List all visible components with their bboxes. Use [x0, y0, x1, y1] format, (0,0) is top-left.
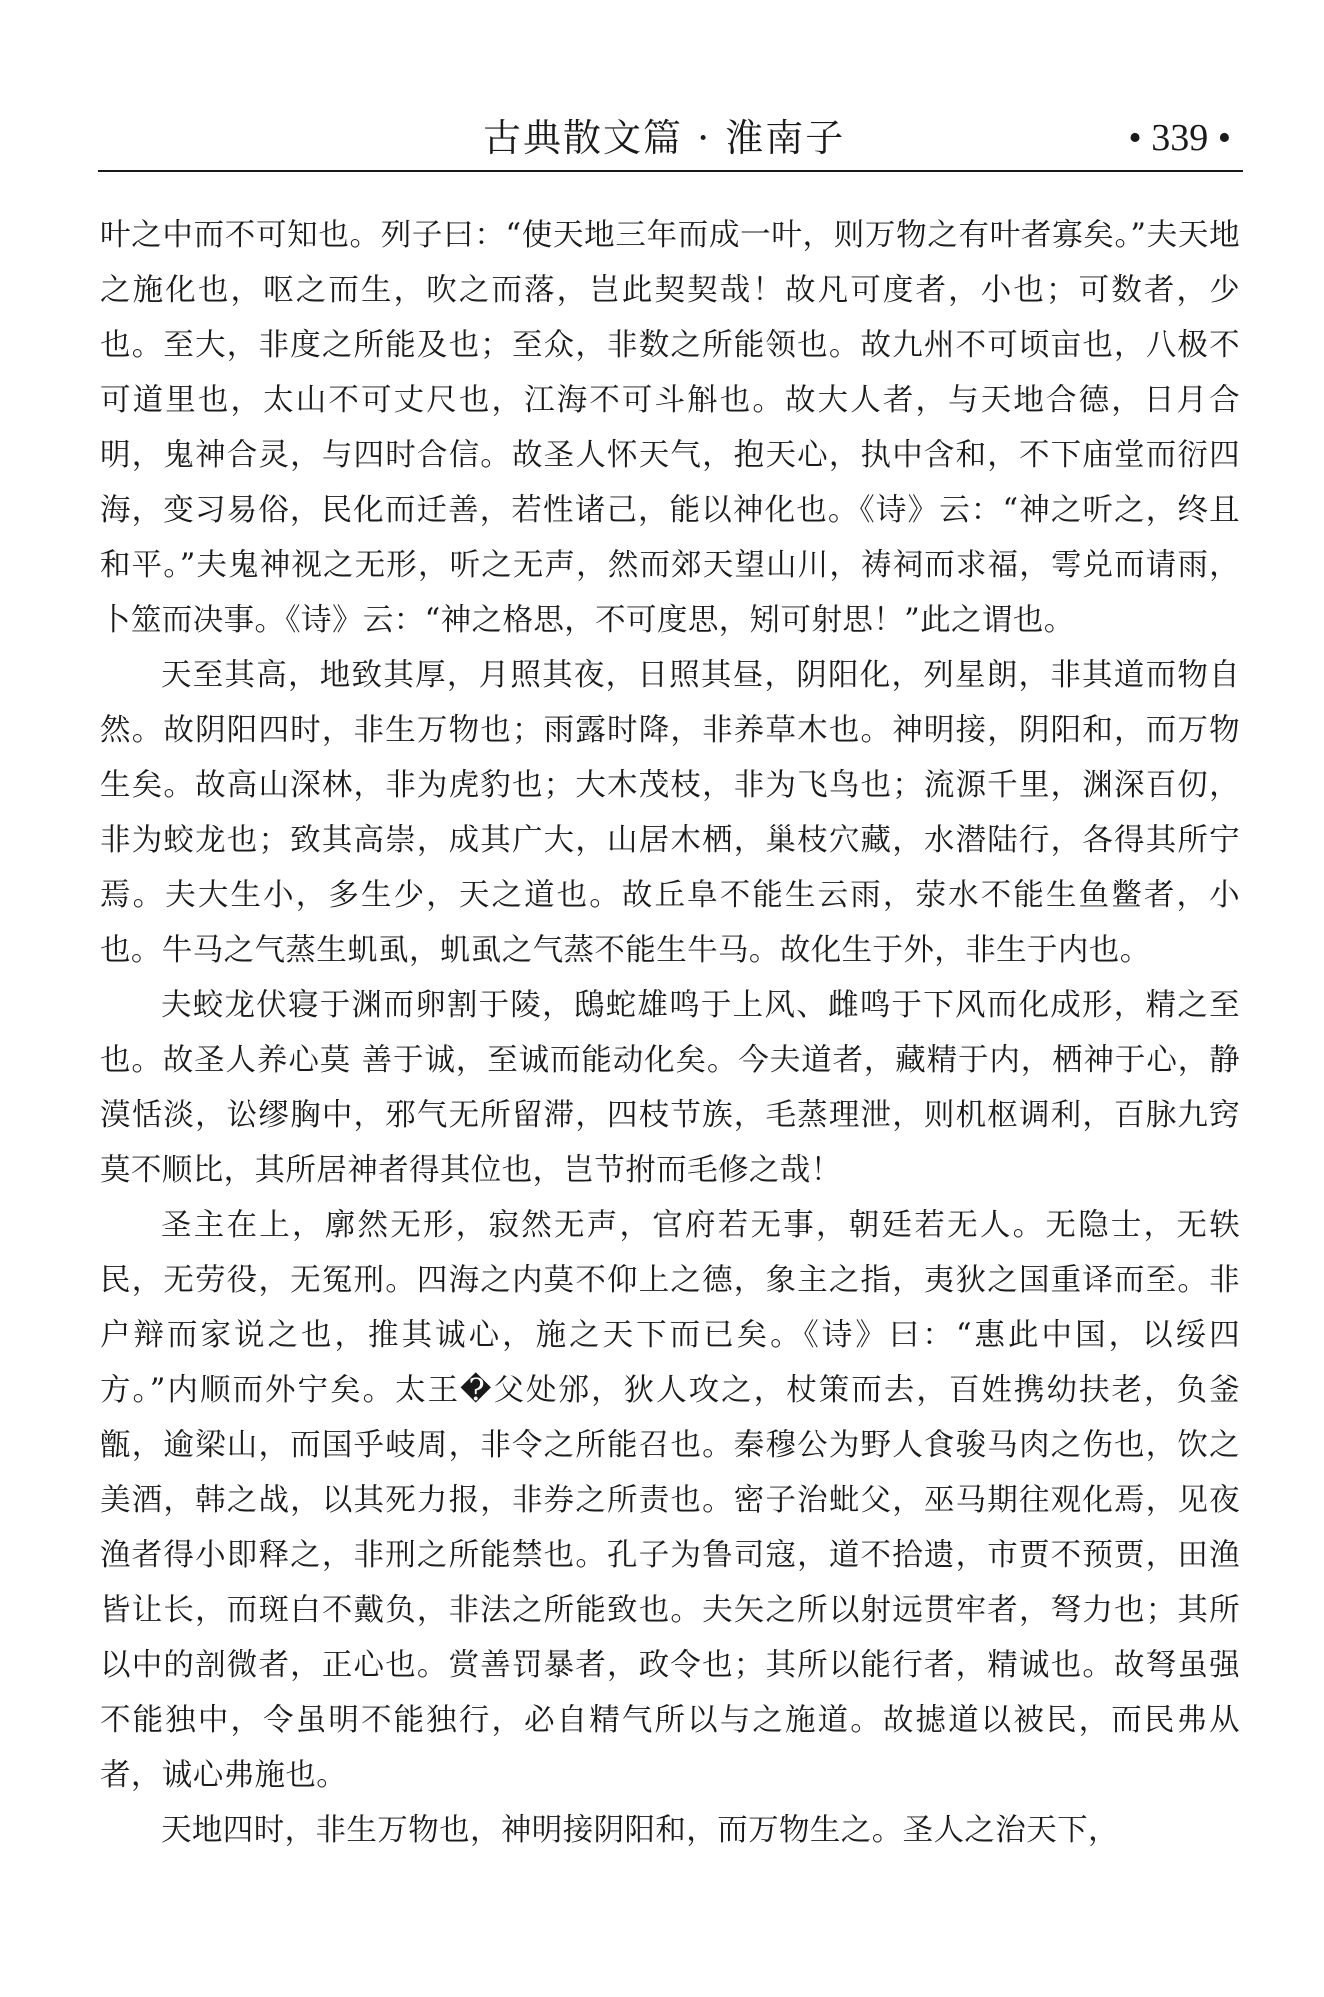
paragraph-1: 叶之中而不可知也。列子曰：“使天地三年而成一叶，则万物之有叶者寡矣。”夫天地之施化也，呕之而生，吹之而落，岂此契契哉！故凡可度者，小也；可数者，少也。至大，非度之所能及也；至众，非数之所能领也。故九州不可顷亩也，八极不可道里也，太山不可丈尺也，江海不可斗斛也。故大人者，与天地合德，日月合明，鬼神合灵，与四时合信。故圣人怀天气，抱天心，执中含和，不下庙堂而衍四海，变习易俗，民化而迁善，若性诸己，能以神化也。《诗》云：“神之听之，终且和平。”夫鬼神视之无形，听之无声，然而郊天望山川，祷祠而求福，雩兑而请雨，卜筮而决事。《诗》云：“神之格思，不可度思，矧可射思！”此之谓也。 — [100, 218, 1240, 638]
body-text — [100, 208, 1240, 1858]
header-rule — [98, 170, 1243, 172]
header-title: 古典散文篇 · 淮南子 — [483, 116, 846, 160]
paragraph-2: 天至其高，地致其厚，月照其夜，日照其昼，阴阳化，列星朗，非其道而物自然。故阴阳四时，非生万物也；雨露时降，非养草木也。神明接，阴阳和，而万物生矣。故高山深林，非为虎豹也；大木茂枝，非为飞鸟也；流源千里，渊深百仞，非为蛟龙也；致其高崇，成其广大，山居木栖，巢枝穴藏，水潜陆行，各得其所宁焉。夫大生小，多生少，天之道也。故丘阜不能生云雨，荥水不能生鱼鳖者，小也。牛马之气蒸生虮虱，虮虱之气蒸不能生牛马。故化生于外，非生于内也。 — [100, 658, 1240, 968]
paragraph-3: 夫蛟龙伏寝于渊而卵割于陵，䲭蛇雄鸣于上风、雌鸣于下风而化成形，精之至也。故圣人养心莫 善于诚，至诚而能动化矣。今夫道者，藏精于内，栖神于心，静漠恬淡，讼缪胸中，邪气无所留滞，四枝节族，毛蒸理泄，则机枢调利，百脉九窍莫不顺比，其所居神者得其位也，岂节拊而毛修之哉！ — [100, 988, 1240, 1188]
page-number: • 339 • — [1128, 117, 1231, 159]
running-header — [98, 100, 1243, 170]
paragraph-5: 天地四时，非生万物也，神明接阴阳和，而万物生之。圣人之治天下， — [161, 1813, 1119, 1848]
paragraph-4: 圣主在上，廓然无形，寂然无声，官府若无事，朝廷若无人。无隐士，无轶民，无劳役，无冤刑。四海之内莫不仰上之德，象主之指，夷狄之国重译而至。非户辩而家说之也，推其诚心，施之天下而已矣。《诗》曰：“惠此中国，以绥四方。”内顺而外宁矣。太王�父处邠，狄人攻之，杖策而去，百姓携幼扶老，负釜甑，逾梁山，而国乎岐周，非令之所能召也。秦穆公为野人食骏马肉之伤也，饮之美酒，韩之战，以其死力报，非券之所责也。密子治蚍父，巫马期往观化焉，见夜渔者得小即释之，非刑之所能禁也。孔子为鲁司寇，道不拾遗，市贾不预贾，田渔皆让长，而斑白不戴负，非法之所能致也。夫矢之所以射远贯牢者，弩力也；其所以中的剖微者，正心也。赏善罚暴者，政令也；其所以能行者，精诚也。故弩虽强不能独中，令虽明不能独行，必自精气所以与之施道。故摅道以被民，而民弗从者，诚心弗施也。 — [100, 1208, 1240, 1793]
